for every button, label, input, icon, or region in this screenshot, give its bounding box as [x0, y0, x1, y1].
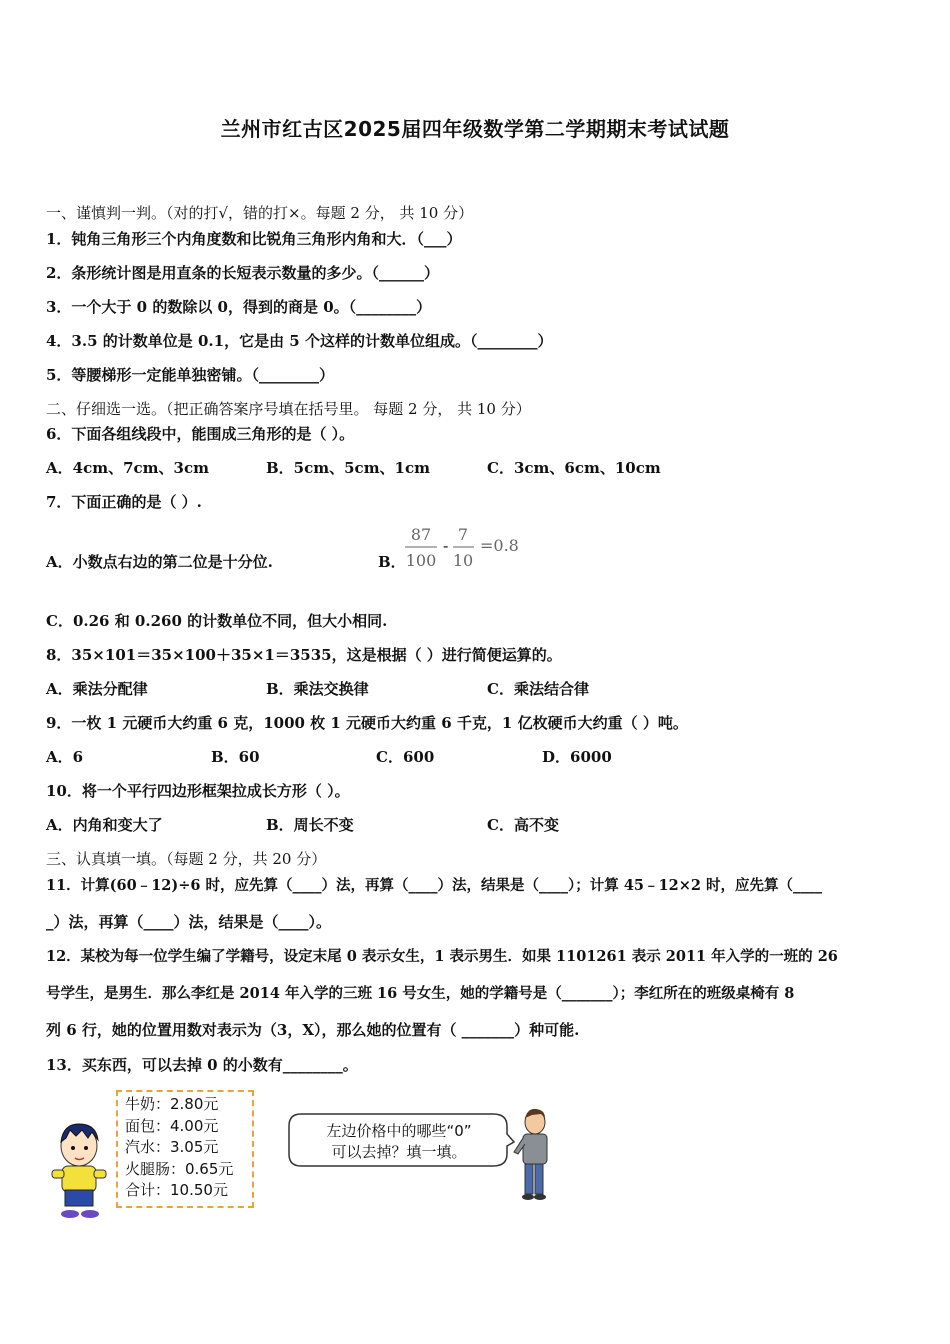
question-6-option-c: C．3cm、6cm、10cm: [487, 459, 661, 477]
question-9-option-b: B．60: [211, 748, 260, 766]
question-7-option-b-label: B．: [378, 553, 406, 571]
question-3: 3．一个大于 0 的数除以 0，得到的商是 0。（________）: [46, 298, 432, 316]
section-2-header: 二、仔细选一选。（把正确答案序号填在括号里。 每题 2 分， 共 10 分）: [46, 400, 531, 418]
question-12-line-2: 号学生，是男生．那么李红是 2014 年入学的三班 16 号女生，她的学籍号是（_______）；李红所在的班级桌椅有 8: [46, 985, 795, 1002]
question-1: 1．钝角三角形三个内角度数和比锐角三角形内角和大．（___）: [46, 230, 462, 248]
question-7: 7．下面正确的是（ ）.: [46, 493, 202, 511]
question-10-option-b: B．周长不变: [266, 816, 354, 834]
page-title: 兰州市红古区2025届四年级数学第二学期期末考试试题: [220, 117, 730, 141]
speech-bubble-line-1: 左边价格中的哪些“0”: [326, 1122, 472, 1140]
question-2: 2．条形统计图是用直条的长短表示数量的多少。（______）: [46, 264, 439, 282]
question-10-option-a: A．内角和变大了: [46, 816, 163, 834]
boy-illustration: [48, 1118, 110, 1222]
question-11-line-2: _）法，再算（____）法，结果是（____）。: [46, 913, 332, 931]
man-illustration: [508, 1106, 558, 1202]
price-item-sausage: 火腿肠：0.65元: [125, 1159, 234, 1178]
question-12-line-3: 列 6 行，她的位置用数对表示为（3，X），那么她的位置有（ _______）种可能.: [46, 1021, 580, 1039]
section-3-header: 三、认真填一填。（每题 2 分，共 20 分）: [46, 850, 327, 868]
section-1-header: 一、谨慎判一判。（对的打√，错的打×。每题 2 分， 共 10 分）: [46, 204, 474, 222]
question-6-option-b: B．5cm、5cm、1cm: [266, 459, 431, 477]
question-7-option-c: C．0.26 和 0.260 的计数单位不同，但大小相同.: [46, 612, 388, 630]
question-10-option-c: C．高不变: [487, 816, 559, 834]
question-6-option-a: A．4cm、7cm、3cm: [46, 459, 209, 477]
question-8-option-a: A．乘法分配律: [46, 680, 148, 698]
price-item-total: 合计：10.50元: [125, 1181, 228, 1199]
question-9-option-a: A．6: [46, 748, 84, 766]
question-10: 10．将一个平行四边形框架拉成长方形（ ）。: [46, 782, 350, 800]
fraction-1-denominator: 100: [405, 551, 437, 570]
question-8: 8．35×101＝35×100＋35×1＝3535，这是根据（ ）进行简便运算的。: [46, 646, 562, 664]
question-7-option-b-fraction: [400, 520, 530, 575]
question-6: 6．下面各组线段中，能围成三角形的是（ ）。: [46, 425, 355, 443]
question-13: 13．买东西，可以去掉 0 的小数有________。: [46, 1056, 358, 1074]
price-item-bread: 面包：4.00元: [125, 1116, 219, 1135]
speech-bubble: [287, 1112, 515, 1168]
price-list-box: [116, 1090, 254, 1208]
question-4: 4．3.5 的计数单位是 0.1，它是由 5 个这样的计数单位组成。（________）: [46, 332, 553, 350]
question-11-line-1: 11．计算(60﹣12)÷6 时，应先算（____）法，再算（____）法，结果是（____）；计算 45﹣12×2 时，应先算（____: [46, 877, 822, 894]
question-12-line-1: 12．某校为每一位学生编了学籍号，设定末尾 0 表示女生，1 表示男生．如果 1101261 表示 2011 年入学的一班的 26: [46, 948, 838, 965]
question-7-option-a: A．小数点右边的第二位是十分位.: [46, 553, 273, 571]
question-9: 9．一枚 1 元硬币大约重 6 克，1000 枚 1 元硬币大约重 6 千克，1 亿枚硬币大约重（ ）吨。: [46, 714, 688, 732]
price-item-soda: 汽水：3.05元: [125, 1138, 219, 1156]
price-item-milk: 牛奶：2.80元: [125, 1095, 219, 1113]
speech-bubble-line-2: 可以去掉？填一填。: [331, 1143, 467, 1161]
question-8-option-c: C．乘法结合律: [487, 680, 589, 698]
fraction-1-numerator: 87: [410, 525, 432, 544]
fraction-result: =0.8: [480, 536, 519, 555]
minus-sign: -: [443, 536, 449, 555]
fraction-2-denominator: 10: [452, 551, 474, 570]
question-9-option-d: D．6000: [542, 748, 612, 766]
question-9-option-c: C．600: [376, 748, 435, 766]
fraction-2-numerator: 7: [457, 525, 469, 544]
question-8-option-b: B．乘法交换律: [266, 680, 369, 698]
question-5: 5．等腰梯形一定能单独密铺。（________）: [46, 366, 334, 384]
